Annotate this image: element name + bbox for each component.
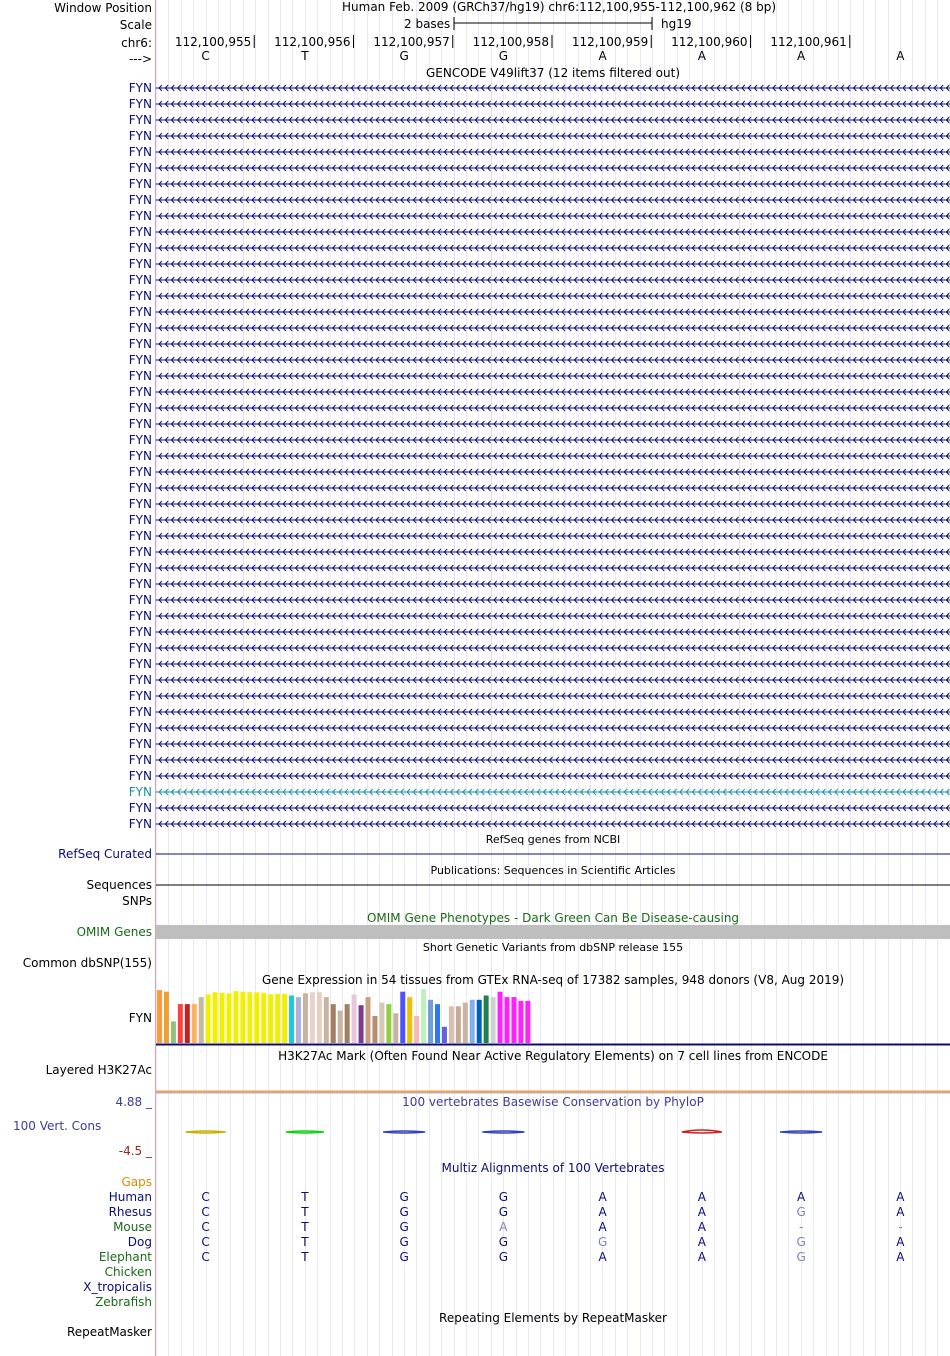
gencode-transcript-label[interactable]: FYN: [128, 81, 152, 95]
multiz-species-label[interactable]: Rhesus: [108, 1205, 152, 1219]
gtex-bar: [317, 992, 322, 1043]
gencode-transcript-label[interactable]: FYN: [128, 449, 152, 463]
gtex-bar: [484, 995, 489, 1043]
gtex-bar: [456, 1006, 461, 1043]
gtex-bar: [324, 997, 329, 1043]
gtex-bar: [345, 1004, 350, 1043]
multiz-species-label[interactable]: Human: [108, 1190, 152, 1204]
gencode-transcript-label[interactable]: FYN: [128, 801, 152, 815]
phylop-ymax: 4.88 _: [115, 1095, 152, 1109]
sequence-base: C: [201, 49, 210, 63]
multiz-base: G: [399, 1250, 409, 1264]
gencode-transcript-label[interactable]: FYN: [128, 113, 152, 127]
publications-track-title: Publications: Sequences in Scientific Articles: [430, 864, 676, 877]
multiz-base: C: [201, 1205, 210, 1219]
gencode-transcript-label[interactable]: FYN: [128, 97, 152, 111]
phylop-track-label[interactable]: 100 Vert. Cons: [13, 1119, 102, 1133]
gencode-transcript-label[interactable]: FYN: [128, 561, 152, 575]
omim-track-title: OMIM Gene Phenotypes - Dark Green Can Be Disease-causing: [366, 911, 740, 925]
multiz-base: G: [498, 1190, 509, 1204]
gtex-track-title: Gene Expression in 54 tissues from GTEx RNA-seq of 17382 samples, 948 donors (V8, Aug 2019): [261, 973, 845, 987]
multiz-base: A: [598, 1250, 607, 1264]
gtex-bar: [171, 1021, 176, 1043]
multiz-base: A: [598, 1190, 607, 1204]
multiz-base: C: [201, 1250, 210, 1264]
gtex-bar: [268, 994, 273, 1043]
ruler-position: 112,100,959: [571, 35, 649, 49]
multiz-base: -: [898, 1220, 903, 1234]
multiz-base: T: [301, 1235, 309, 1249]
gencode-transcript-label[interactable]: FYN: [128, 401, 152, 415]
gtex-bar: [240, 992, 245, 1043]
multiz-gaps-label: Gaps: [121, 1175, 152, 1189]
gtex-bar: [185, 1004, 190, 1043]
multiz-base: G: [796, 1250, 806, 1264]
gtex-track-label[interactable]: FYN: [128, 1011, 152, 1025]
phylop-ymin: -4.5 _: [118, 1144, 152, 1158]
multiz-base: G: [796, 1205, 806, 1219]
omim-bar: [156, 925, 950, 939]
phylop-glyph: [383, 1131, 425, 1133]
repeatmasker-track-title: Repeating Elements by RepeatMasker: [439, 1311, 667, 1325]
h3k27ac-track-title: H3K27Ac Mark (Often Found Near Active Regulatory Elements) on 7 cell lines from ENCODE: [278, 1049, 828, 1063]
multiz-track-title: Multiz Alignments of 100 Vertebrates: [441, 1161, 665, 1175]
multiz-species-label[interactable]: Elephant: [98, 1250, 152, 1264]
phylop-track-title: 100 vertebrates Basewise Conservation by PhyloP: [402, 1095, 704, 1109]
gencode-transcript-label[interactable]: FYN: [128, 625, 152, 639]
gtex-bar: [206, 994, 211, 1043]
gtex-bar: [178, 1004, 183, 1043]
multiz-base: G: [498, 1250, 509, 1264]
sequence-base: A: [797, 49, 806, 63]
gencode-transcript-label[interactable]: FYN: [128, 785, 152, 799]
gtex-bar: [386, 1004, 391, 1043]
multiz-base: G: [399, 1190, 409, 1204]
gencode-transcript-label[interactable]: FYN: [128, 209, 152, 223]
multiz-base: T: [301, 1205, 309, 1219]
gtex-bar: [213, 992, 218, 1043]
gencode-transcript-label[interactable]: FYN: [128, 257, 152, 271]
gtex-bar: [442, 1027, 447, 1043]
multiz-species-label[interactable]: X_tropicalis: [83, 1280, 152, 1294]
gtex-bar: [289, 995, 294, 1043]
gencode-transcript-label[interactable]: FYN: [128, 337, 152, 351]
gtex-bar: [192, 1004, 197, 1043]
multiz-species-label[interactable]: Mouse: [113, 1220, 152, 1234]
multiz-base: C: [201, 1220, 210, 1234]
gencode-transcript-label[interactable]: FYN: [128, 241, 152, 255]
multiz-base: A: [896, 1205, 905, 1219]
gtex-bar: [254, 992, 259, 1043]
gtex-bar: [505, 997, 510, 1043]
gtex-bar: [359, 1005, 364, 1043]
gtex-bar: [414, 1016, 419, 1043]
multiz-base: C: [201, 1190, 210, 1204]
gtex-bar: [157, 990, 162, 1043]
gencode-transcript-label[interactable]: FYN: [128, 705, 152, 719]
gencode-transcript-label[interactable]: FYN: [128, 689, 152, 703]
gencode-transcript-label[interactable]: FYN: [128, 817, 152, 831]
gencode-transcript-label[interactable]: FYN: [128, 273, 152, 287]
window-position-text: Human Feb. 2009 (GRCh37/hg19) chr6:112,100,955-112,100,962 (8 bp): [342, 0, 777, 14]
ruler-position: 112,100,957: [373, 35, 450, 49]
gencode-transcript-label[interactable]: FYN: [128, 417, 152, 431]
multiz-base: G: [498, 1205, 509, 1219]
multiz-base: G: [399, 1235, 409, 1249]
gencode-transcript-label[interactable]: FYN: [128, 529, 152, 543]
gtex-bar: [477, 1000, 482, 1043]
h3k27ac-track-label[interactable]: Layered H3K27Ac: [45, 1063, 152, 1077]
refseq-track-title: RefSeq genes from NCBI: [485, 833, 621, 846]
refseq-track-label[interactable]: RefSeq Curated: [58, 847, 152, 861]
gencode-transcript-label[interactable]: FYN: [128, 433, 152, 447]
sequence-base: T: [301, 49, 309, 63]
gtex-bar: [525, 1001, 530, 1043]
dbsnp-track-title: Short Genetic Variants from dbSNP release 155: [422, 941, 684, 954]
gencode-transcript-label[interactable]: FYN: [128, 385, 152, 399]
gtex-bar: [233, 991, 238, 1043]
multiz-species-label[interactable]: Chicken: [104, 1265, 152, 1279]
multiz-base: A: [697, 1220, 706, 1234]
multiz-base: A: [697, 1190, 706, 1204]
sequence-base: A: [896, 49, 905, 63]
gencode-transcript-label[interactable]: FYN: [128, 369, 152, 383]
gencode-transcript-label[interactable]: FYN: [128, 673, 152, 687]
gtex-bar: [164, 992, 169, 1043]
ruler-position: 112,100,958: [472, 35, 549, 49]
gtex-bar: [199, 997, 204, 1043]
gtex-bar: [310, 992, 315, 1043]
publications-sequences-label[interactable]: Sequences: [86, 878, 152, 892]
multiz-base: G: [399, 1220, 409, 1234]
gtex-bar: [261, 993, 266, 1043]
gencode-transcript-label[interactable]: FYN: [128, 577, 152, 591]
gtex-bar: [498, 992, 503, 1043]
gencode-track-title: GENCODE V49lift37 (12 items filtered out): [425, 66, 680, 80]
multiz-base: T: [301, 1250, 309, 1264]
gencode-transcript-label[interactable]: FYN: [128, 129, 152, 143]
scale-text: 2 bases: [404, 17, 451, 31]
ruler-position: 112,100,960: [671, 35, 748, 49]
strand-label: --->: [128, 52, 152, 66]
window-position-label: Window Position: [54, 1, 152, 15]
gencode-transcript-label[interactable]: FYN: [128, 513, 152, 527]
gtex-bar: [400, 992, 405, 1043]
ruler-position: 112,100,956: [274, 35, 351, 49]
multiz-base: A: [896, 1235, 905, 1249]
gencode-transcript-label[interactable]: FYN: [128, 161, 152, 175]
multiz-base: A: [697, 1235, 706, 1249]
sequence-base: G: [498, 49, 509, 63]
gencode-transcript-label[interactable]: FYN: [128, 481, 152, 495]
gencode-transcript-label[interactable]: FYN: [128, 289, 152, 303]
gencode-transcript-label[interactable]: FYN: [128, 497, 152, 511]
gtex-bar: [518, 1001, 523, 1043]
sequence-base: A: [697, 49, 706, 63]
gencode-transcript-label[interactable]: FYN: [128, 465, 152, 479]
multiz-base: -: [798, 1220, 804, 1234]
multiz-base: A: [598, 1205, 607, 1219]
gtex-bar: [393, 1013, 398, 1043]
gtex-bar: [491, 997, 496, 1043]
multiz-base: A: [697, 1205, 706, 1219]
omim-track-label[interactable]: OMIM Genes: [76, 925, 152, 939]
gencode-transcript-label[interactable]: FYN: [128, 737, 152, 751]
gtex-bar: [220, 993, 225, 1043]
multiz-base: A: [697, 1250, 706, 1264]
multiz-base: G: [399, 1205, 409, 1219]
ruler-position: 112,100,961: [770, 35, 847, 49]
multiz-base: T: [301, 1190, 309, 1204]
gtex-bar: [379, 1003, 384, 1044]
phylop-glyph: [482, 1131, 524, 1133]
multiz-species-label[interactable]: Zebrafish: [95, 1295, 152, 1309]
multiz-base: G: [597, 1235, 608, 1249]
gtex-bar: [338, 1011, 343, 1043]
gencode-transcript-label[interactable]: FYN: [128, 305, 152, 319]
phylop-glyph: [780, 1131, 822, 1133]
gtex-bar: [372, 1016, 377, 1043]
gtex-bar: [227, 993, 232, 1043]
multiz-base: G: [796, 1235, 806, 1249]
sequence-base: A: [598, 49, 607, 63]
gencode-transcript-label[interactable]: FYN: [128, 193, 152, 207]
gencode-transcript-label[interactable]: FYN: [128, 609, 152, 623]
gencode-transcript-label[interactable]: FYN: [128, 769, 152, 783]
assembly-label: hg19: [661, 17, 692, 31]
gtex-bar: [282, 994, 287, 1043]
gencode-transcript-label[interactable]: FYN: [128, 353, 152, 367]
multiz-base: A: [499, 1220, 508, 1234]
gencode-transcript-label[interactable]: FYN: [128, 593, 152, 607]
gencode-transcript-label[interactable]: FYN: [128, 641, 152, 655]
gencode-transcript-label[interactable]: FYN: [128, 225, 152, 239]
chrom-label: chr6:: [121, 36, 152, 50]
gtex-bar: [421, 989, 426, 1043]
gtex-bar: [303, 993, 308, 1043]
gtex-bar: [352, 994, 357, 1043]
gtex-bar: [449, 1006, 454, 1043]
gtex-bar: [470, 1000, 475, 1043]
gtex-bar: [407, 997, 412, 1043]
multiz-species-label[interactable]: Dog: [127, 1235, 152, 1249]
scale-label: Scale: [119, 18, 152, 32]
publications-snps-label[interactable]: SNPs: [122, 894, 152, 908]
gtex-bar: [463, 1003, 468, 1044]
phylop-glyph: [682, 1130, 722, 1133]
gtex-bar: [247, 992, 252, 1043]
gtex-bar: [275, 994, 280, 1043]
multiz-base: A: [896, 1190, 905, 1204]
multiz-base: A: [896, 1250, 905, 1264]
gtex-bar: [366, 997, 371, 1043]
gencode-transcript-label[interactable]: FYN: [128, 657, 152, 671]
phylop-glyph: [286, 1131, 324, 1133]
multiz-base: G: [498, 1235, 509, 1249]
multiz-base: A: [797, 1190, 806, 1204]
gencode-transcript-label[interactable]: FYN: [128, 145, 152, 159]
multiz-base: T: [301, 1220, 309, 1234]
gencode-transcript-label[interactable]: FYN: [128, 753, 152, 767]
gtex-bar: [435, 1004, 440, 1043]
phylop-glyph: [186, 1131, 226, 1133]
sequence-base: G: [399, 49, 409, 63]
dbsnp-track-label[interactable]: Common dbSNP(155): [22, 956, 152, 970]
gtex-bar: [511, 997, 516, 1043]
multiz-base: C: [201, 1235, 210, 1249]
gencode-transcript-label[interactable]: FYN: [128, 545, 152, 559]
ruler-position: 112,100,955: [174, 35, 252, 49]
gencode-transcript-label[interactable]: FYN: [128, 177, 152, 191]
multiz-base: A: [598, 1220, 607, 1234]
gtex-bar: [331, 1004, 336, 1043]
repeatmasker-track-label[interactable]: RepeatMasker: [66, 1325, 152, 1339]
gencode-transcript-label[interactable]: FYN: [128, 321, 152, 335]
gtex-bar: [296, 997, 301, 1043]
gencode-transcript-label[interactable]: FYN: [128, 721, 152, 735]
gtex-bar: [428, 1000, 433, 1043]
